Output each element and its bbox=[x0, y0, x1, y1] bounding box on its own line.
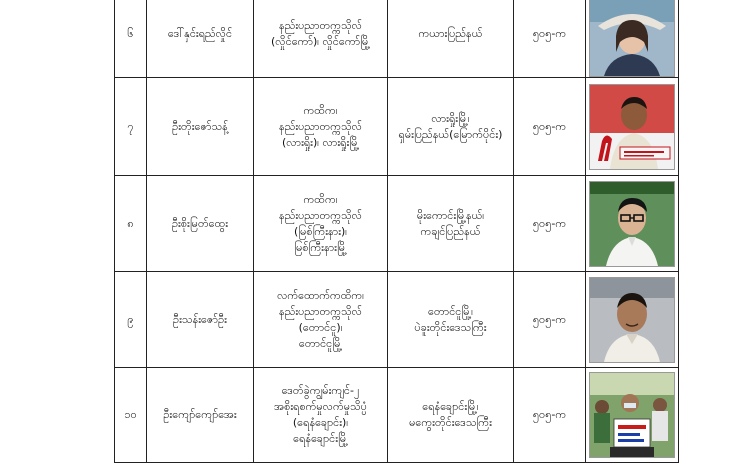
position-line: (ရေနံချောင်း)၊ bbox=[292, 416, 349, 429]
position-line: နည်းပညာတက္ကသိုလ် bbox=[279, 208, 362, 222]
position-line: ကထိက၊ bbox=[303, 103, 338, 117]
man-glasses-photo bbox=[589, 181, 675, 267]
position-line: လက်ထောက်ကထိက၊ bbox=[277, 288, 364, 302]
section-code: ၅၀၅-က bbox=[514, 368, 586, 463]
address-line: ရှမ်းပြည်နယ်(မြောက်ပိုင်း) bbox=[398, 127, 503, 141]
position-line: (လှိုင်ကော်)၊ လှိုင်ကော်မြို့ bbox=[271, 35, 370, 48]
row-number: ၉ bbox=[115, 272, 147, 368]
photo-cell bbox=[586, 272, 679, 368]
address-line: ကယားပြည်နယ် bbox=[418, 27, 483, 40]
position-cell bbox=[254, 78, 388, 176]
table-row bbox=[115, 78, 679, 176]
photo-cell bbox=[586, 176, 679, 272]
section-code: ၅၀၅-က bbox=[514, 78, 586, 176]
address-line: ကချင်ပြည်နယ် bbox=[420, 224, 481, 238]
address-cell bbox=[388, 176, 514, 272]
address-line: မကွေးတိုင်းဒေသကြီး bbox=[409, 416, 492, 429]
person-name: ဦးတိုးဇော်သန့် bbox=[147, 78, 254, 176]
address-line: လားရှိုးမြို့၊ bbox=[431, 111, 470, 125]
position-line: မြစ်ကြီးနားမြို့ bbox=[294, 240, 347, 254]
position-line: ကထိက၊ bbox=[303, 192, 338, 206]
person-name: ဦးစိုးမြတ်ထွေး bbox=[147, 176, 254, 272]
position-cell bbox=[254, 368, 388, 463]
woman-portrait-photo bbox=[589, 0, 675, 77]
position-line: တောင်ငူမြို့ bbox=[298, 336, 343, 350]
table-row bbox=[115, 176, 679, 272]
position-line: နည်းပညာတက္ကသိုလ် bbox=[279, 304, 362, 318]
position-line: အစိုးရစက်မှုလက်မှုသိပ္ပံ bbox=[274, 400, 367, 413]
person-name: ဦးကျော်ကျော်အေး bbox=[147, 368, 254, 463]
man-red-ribbon-photo bbox=[589, 84, 675, 170]
man-portrait-photo bbox=[589, 277, 675, 363]
photo-cell bbox=[586, 368, 679, 463]
row-number: ၆ bbox=[115, 0, 147, 78]
position-line: နည်းပညာတက္ကသိုလ် bbox=[279, 119, 362, 133]
position-line: နည်းပညာတက္ကသိုလ် bbox=[279, 19, 362, 32]
photo-cell bbox=[586, 78, 679, 176]
address-line: တောင်ငူမြို့၊ bbox=[428, 304, 473, 318]
person-name: ဒေါ်နှင်းရည်လှိုင် bbox=[147, 0, 254, 78]
address-line: ရေနံချောင်းမြို့၊ bbox=[422, 400, 479, 413]
position-line: (တောင်ငူ)၊ bbox=[298, 320, 343, 334]
photo-cell bbox=[586, 0, 679, 78]
protest-crowd-photo bbox=[589, 372, 675, 458]
section-code: ၅၀၅-က bbox=[514, 176, 586, 272]
position-cell bbox=[254, 176, 388, 272]
row-number: ၇ bbox=[115, 78, 147, 176]
row-number: ၁၀ bbox=[115, 368, 147, 463]
position-cell bbox=[254, 0, 388, 78]
staff-table bbox=[114, 0, 679, 463]
address-cell bbox=[388, 0, 514, 78]
address-cell bbox=[388, 368, 514, 463]
position-cell bbox=[254, 272, 388, 368]
section-code: ၅၀၅-က bbox=[514, 0, 586, 78]
row-number: ၈ bbox=[115, 176, 147, 272]
position-line: ရေနံချောင်းမြို့ bbox=[293, 432, 348, 445]
position-line: ဒေတ်ခွဲကျွမ်းကျင်-၂ bbox=[281, 384, 360, 397]
address-cell bbox=[388, 78, 514, 176]
table-row bbox=[115, 0, 679, 78]
table-row bbox=[115, 368, 679, 463]
position-line: (လားရှိုး)၊ လားရှိုးမြို့ bbox=[281, 135, 360, 149]
address-line: မိုးကောင်းမြို့နယ်၊ bbox=[416, 208, 485, 222]
section-code: ၅၀၅-က bbox=[514, 272, 586, 368]
position-line: (မြစ်ကြီးနား)၊ bbox=[293, 224, 348, 238]
table-row bbox=[115, 272, 679, 368]
address-line: ပဲခူးတိုင်းဒေသကြီး bbox=[414, 320, 487, 334]
person-name: ဦးသန်းဇော်ဦး bbox=[147, 272, 254, 368]
address-cell bbox=[388, 272, 514, 368]
